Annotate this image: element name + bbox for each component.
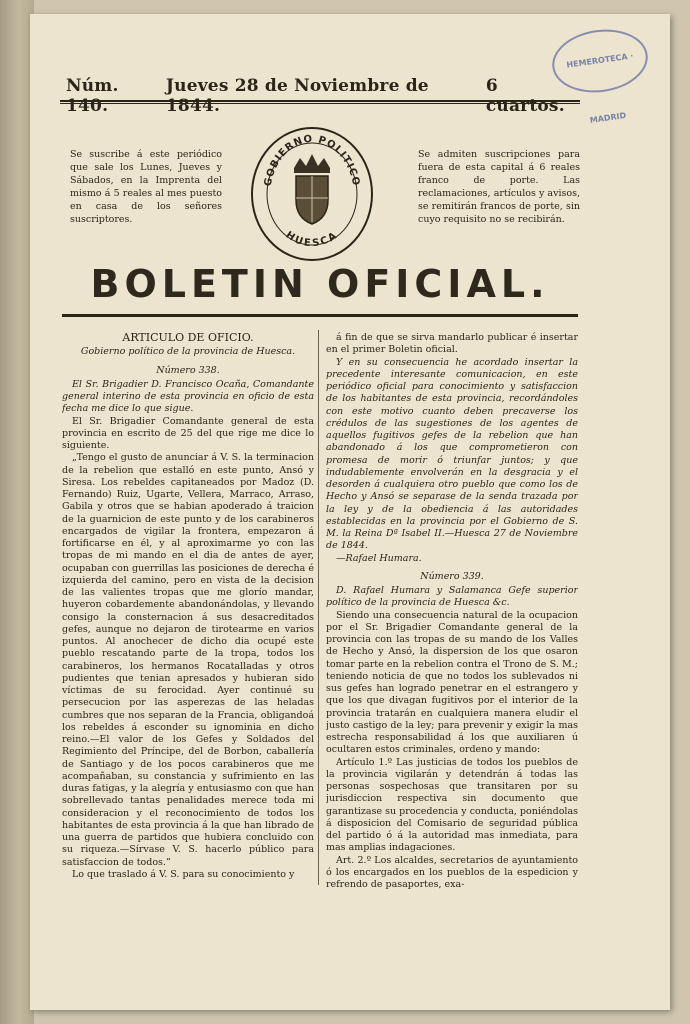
- paragraph: Artículo 1.º Las justicias de todos los pueblos de la provincia vigilarán y detendrán á todas las personas sospechosas que transitaren por su jurisdiccion respectiva sin documento que garantizase su procedencia y conducta, poniéndolas á disposicion del Comisario de seguridad pública del partido ó á la autoridad mas inmediata, para mas amplias indagaciones.: [326, 756, 578, 854]
- masthead-rule: [60, 100, 580, 102]
- coat-of-arms-seal: [250, 118, 374, 264]
- paragraph: Y en su consecuencia he acordado insertar la precedente interesante comunicacion, en este periódico oficial para conocimiento y satisfaccion de los habitantes de esta provincia, recordándoles con este motivo cuanto deben precaverse los crédulos de las sugestiones de los agentes de aquellos fugitivos gefes de la rebelion que han abandonado á los que comprometieron con promesa de morir ó triunfar juntos; y que indudablemente envolverán en la desgracia y el desorden á cualquiera otro pueblo que como los de Hecho y Ansó se separase de la senda trazada por la ley y de la obediencia á las autoridades establecidas en la provincia por el Gobierno de S. M. la Reina Dª Isabel II.—Huesca 27 de Noviembre de 1844.: [326, 356, 578, 552]
- library-stamp: HEMEROTECA · MADRID: [548, 24, 652, 99]
- right-column: [326, 332, 578, 892]
- notice-number-339: Número 339.: [420, 570, 484, 582]
- notice-intro: D. Rafael Humara y Salamanca Gefe superior político de la provincia de Huesca &c.: [326, 585, 578, 609]
- seal-bottom-text: HUESCA: [283, 229, 341, 250]
- signature: —Rafael Humara.: [336, 552, 422, 564]
- notice-intro: El Sr. Brigadier D. Francisco Ocaña, Comandante general interino de esta provincia en oficio de esta fecha me dice lo que sigue.: [62, 378, 314, 415]
- seal-top-text: GOBIERNO POLITICO: [262, 133, 362, 188]
- svg-text:HUESCA: [284, 230, 341, 250]
- title-rule: [62, 314, 578, 317]
- notice-number-338: Número 338.: [156, 364, 220, 376]
- newspaper-title: BOLETIN OFICIAL.: [90, 262, 550, 306]
- paragraph: Siendo una consecuencia natural de la ocupacion por el Sr. Brigadier Comandante general de la provincia con las tropas de su mando de los Valles de Hecho y Ansó, la dispersion de los que osaron tomar parte en la rebelion contra el Trono de S. M.; teniendo noticia de que no todos los sublevados ni sus gefes han logrado penetrar en el estrangero y que los que divagan fugitivos por el interior de la provincia tratarán en cualquiera manera eludir el justo castigo de la ley; para prevenir y exigir la mas estrecha responsabilidad á los que auxiliaren ú ocultaren estos criminales, ordeno y mando:: [326, 609, 578, 756]
- section-subheading: Gobierno político de la provincia de Huesca.: [80, 346, 296, 358]
- crown-icon: [294, 154, 330, 173]
- issue-number: Núm. 140.: [66, 76, 119, 116]
- subscription-info-left: Se suscribe á este periódico que sale los Lunes, Jueves y Sábados, en la Imprenta del mismo á 5 reales al mes puesto en casa de los señores suscriptores.: [70, 149, 222, 225]
- issue-price: 6 cuartos.: [485, 76, 565, 116]
- paragraph: á fin de que se sirva mandarlo publicar é insertar en el primer Boletin oficial.: [326, 332, 578, 356]
- left-column: [62, 332, 314, 892]
- page-binding-edge: [0, 0, 34, 1024]
- subscription-info-right: Se admiten suscripciones para fuera de esta capital á 6 reales franco de porte. Las reclamaciones, artículos y avisos, se remitirán francos de porte, sin cuyo requisito no se recibirán.: [418, 149, 580, 225]
- paragraph: El Sr. Brigadier Comandante general de esta provincia en escrito de 25 del que rige me dice lo siguiente.: [62, 415, 314, 451]
- issue-date: Jueves 28 de Noviembre de 1844.: [165, 76, 429, 116]
- paragraph: Art. 2.º Los alcaldes, secretarios de ayuntamiento ó los encargados en los pueblos de la espedicion y refrendo de pasaportes, exa-: [326, 854, 578, 890]
- masthead: [66, 76, 582, 116]
- masthead-rule-thin: [60, 103, 580, 104]
- paragraph: Lo que traslado á V. S. para su conocimiento y: [72, 868, 295, 880]
- column-divider: [318, 330, 319, 885]
- section-heading: ARTICULO DE OFICIO.: [122, 332, 254, 344]
- paragraph: „Tengo el gusto de anunciar á V. S. la terminacion de la rebelion que estalló en este punto, Ansó y Siresa. Los rebeldes capitaneados por Madoz (D. Fernando) Ruiz, Ugarte, Vellera, Marraco, Arraso, Gabila y otros que se habian apoderado á traicion de la guarnicion de este punto y de los carabineros encargados de vigilar la frontera, empezaron á fortificarse en él, y al aproximarme yo con las tropas de mi mando en el dia de antes de ayer, ocupaban con guerrillas las posiciones de derecha é izquierda del camino, pero en vista de la decision de las valientes tropas que me glorío mandar, huyeron cobardemente abandonándolas, y llevando consigo la consternacion á sus desacreditados gefes, aunque no dejaron de tirotearme en varios puntos. Al anochecer de dicho dia ocupé este pueblo rescatando parte de la tropa, todos los carabineros, los hermanos Rocatalladas y otros pudientes que tenian apresados y hubieran sido víctimas de su ferocidad. Ayer continué su persecucion por las asperezas de las heladas cumbres que nos separan de la Francia, obligandoá los rebeldes á esconder su ignominia en dicho reino.—El valor de los Gefes y Soldados del Regimiento del Príncipe, del de Borbon, caballería de Santiago y de los pocos carabineros que me acompañaban, su constancia y sufrimiento en las duras fatigas, y la alegría y entusiasmo con que han sobrellevado tantas penalidades merece toda mi consideracion y el reconocimiento de todos los habitantes de esta provincia á la que han librado de una guerra de partidos que hubiera concluido con su riqueza.—Sírvase V. S. hacerlo público para satisfaccion de todos.”: [62, 452, 314, 868]
